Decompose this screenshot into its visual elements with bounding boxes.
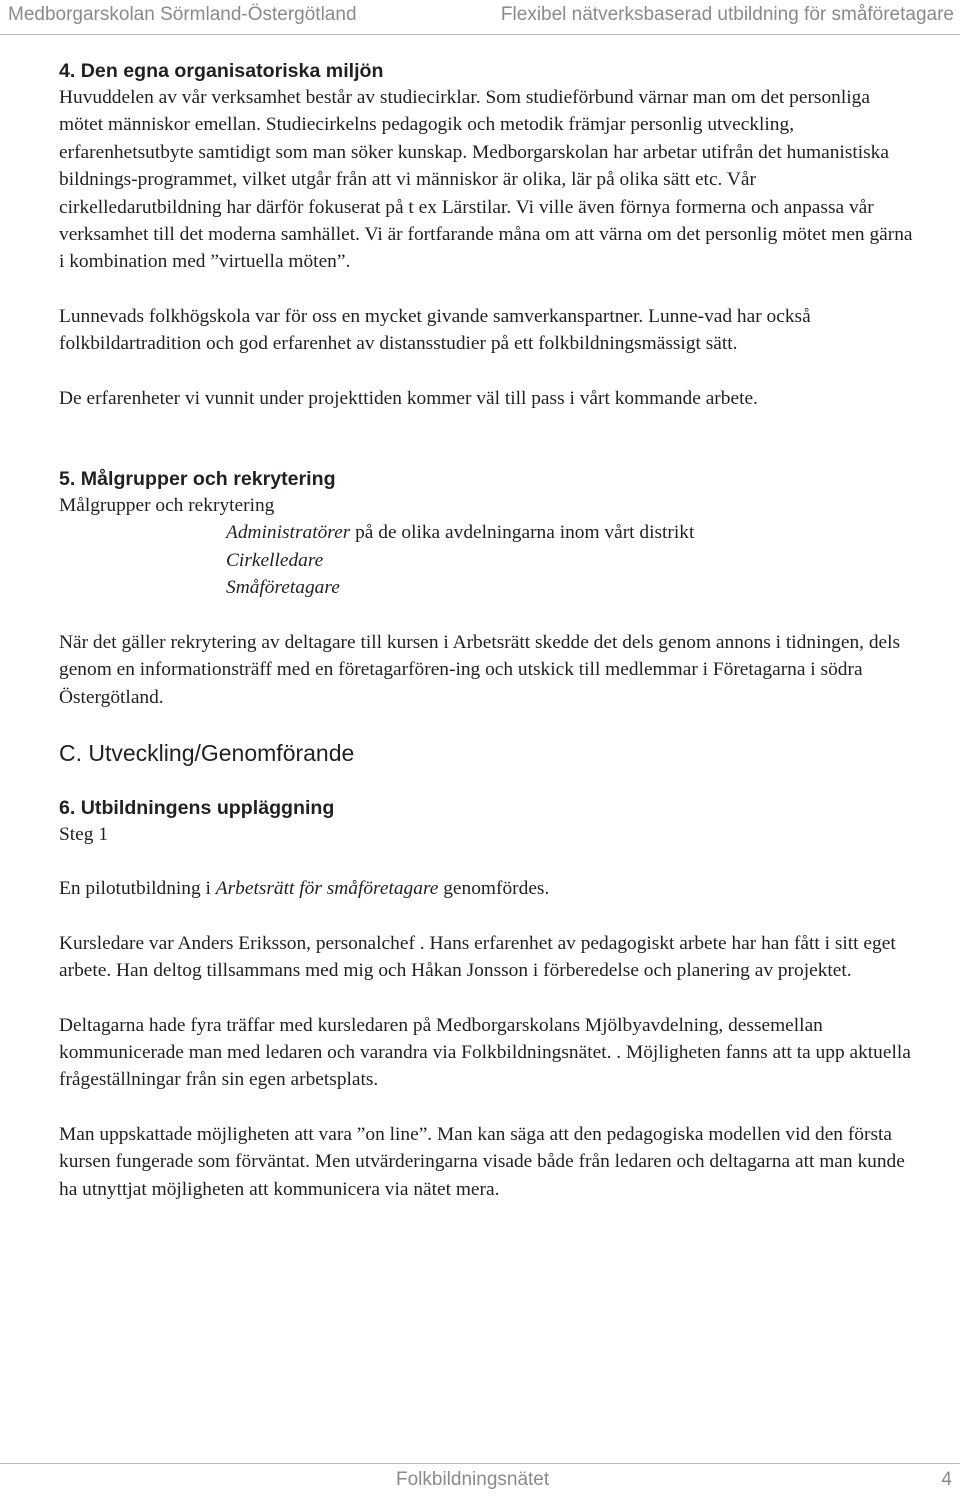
header-project-title: Flexibel nätverksbaserad utbildning för småföretagare (500, 4, 954, 25)
section-6-paragraph-1 (59, 875, 914, 902)
target-group-2-name: Cirkelledare (226, 549, 324, 571)
target-group-2 (59, 547, 914, 574)
target-group-1-name: Administratörer (226, 522, 351, 544)
target-group-1 (59, 519, 914, 546)
section-6-heading: 6. Utbildningens uppläggning (59, 796, 335, 819)
section-4-paragraph-3: De erfarenheter vi vunnit under projekttiden kommer väl till pass i vårt kommande arbete. (59, 387, 758, 409)
spacer (59, 768, 914, 795)
section-4-paragraph-1: Huvuddelen av vår verksamhet består av studiecirklar. Som studieförbund värnar man om det personliga mötet människor emellan. Studiecirkelns pedagogik och metodik främjar personlig utveckling, erfarenhetsutbyte samtidigt som man söker kunskap. Medborgarskolan har arbetar utifrån det humanistiska bildnings-programmet, vilket utgår från att vi människor är olika, lär på olika sätt etc. Vår cirkelledarutbildning har därför fokuserat på t ex Lärstilar. Vi ville även förnya formerna och anpassa vår verksamhet till det moderna samhället. Vi är fortfarande måna om att värna om det personlig mötet men gärna i kombination med ”virtuella möten”. (59, 87, 913, 273)
section-6-step: Steg 1 (59, 823, 109, 845)
footer-publication-name: Folkbildningsnätet (396, 1469, 550, 1490)
section-5-subheading: Målgrupper och rekrytering (59, 495, 275, 517)
page-header (0, 0, 960, 32)
spacer (59, 1094, 914, 1121)
target-group-3 (59, 574, 914, 601)
spacer (59, 276, 914, 303)
spacer (59, 358, 914, 385)
footer-divider (0, 1463, 960, 1464)
section-5-heading: 5. Målgrupper och rekrytering (59, 468, 336, 491)
spacer (59, 439, 914, 466)
spacer (59, 602, 914, 629)
section-4-paragraph-2: Lunnevads folkhögskola var för oss en mycket givande samverkanspartner. Lunne-vad har också folkbildartradition och god erfarenhet av distansstudier på ett folkbildningsmässigt sätt. (59, 305, 811, 355)
section-5-paragraph-1: När det gäller rekrytering av deltagare till kursen i Arbetsrätt skedde det dels genom annons i tidningen, dels genom en informationsträff med en företagarfören-ing och utskick till medlemmar i Företagarna i södra Östergötland. (59, 631, 901, 708)
target-group-3-name: Småföretagare (226, 577, 340, 599)
spacer (59, 903, 914, 930)
spacer (59, 412, 914, 439)
section-c-heading: C. Utveckling/Genomförande (59, 739, 355, 766)
page-content (59, 58, 914, 1203)
header-organization: Medborgarskolan Sörmland-Östergötland (8, 4, 357, 25)
spacer (59, 711, 914, 738)
section-4-heading: 4. Den egna organisatoriska miljön (59, 60, 384, 82)
section-6-paragraph-2: Kursledare var Anders Eriksson, personalchef . Hans erfarenhet av pedagogiskt arbete har han fått i sitt eget arbete. Han deltog tillsammans med mig och Håkan Jonsson i förberedelse och planering av projektet. (59, 932, 896, 982)
page-footer (0, 1469, 960, 1497)
course-title: Arbetsrätt för småföretagare (215, 878, 439, 900)
section-6-paragraph-3: Deltagarna hade fyra träffar med kursledaren på Medborgarskolans Mjölbyavdelning, dessemellan kommunicerade man med ledaren och varandra via Folkbildningsnätet. . Möjligheten fanns att ta upp aktuella frågeställningar från sin egen arbetsplats. (59, 1014, 911, 1091)
target-group-1-description: på de olika avdelningarna inom vårt distrikt (350, 522, 695, 544)
paragraph-text: genomfördes. (438, 878, 550, 900)
header-divider (0, 34, 960, 35)
page-number: 4 (941, 1469, 952, 1490)
spacer (59, 985, 914, 1012)
spacer (59, 848, 914, 875)
paragraph-text: En pilotutbildning i (59, 878, 216, 900)
section-6-paragraph-4: Man uppskattade möjligheten att vara ”on line”. Man kan säga att den pedagogiska modellen vid den första kursen fungerade som förväntat. Men utvärderingarna visade både från ledaren och deltagarna att man kunde ha utnyttjat möjligheten att kommunicera via nätet mera. (59, 1123, 905, 1200)
